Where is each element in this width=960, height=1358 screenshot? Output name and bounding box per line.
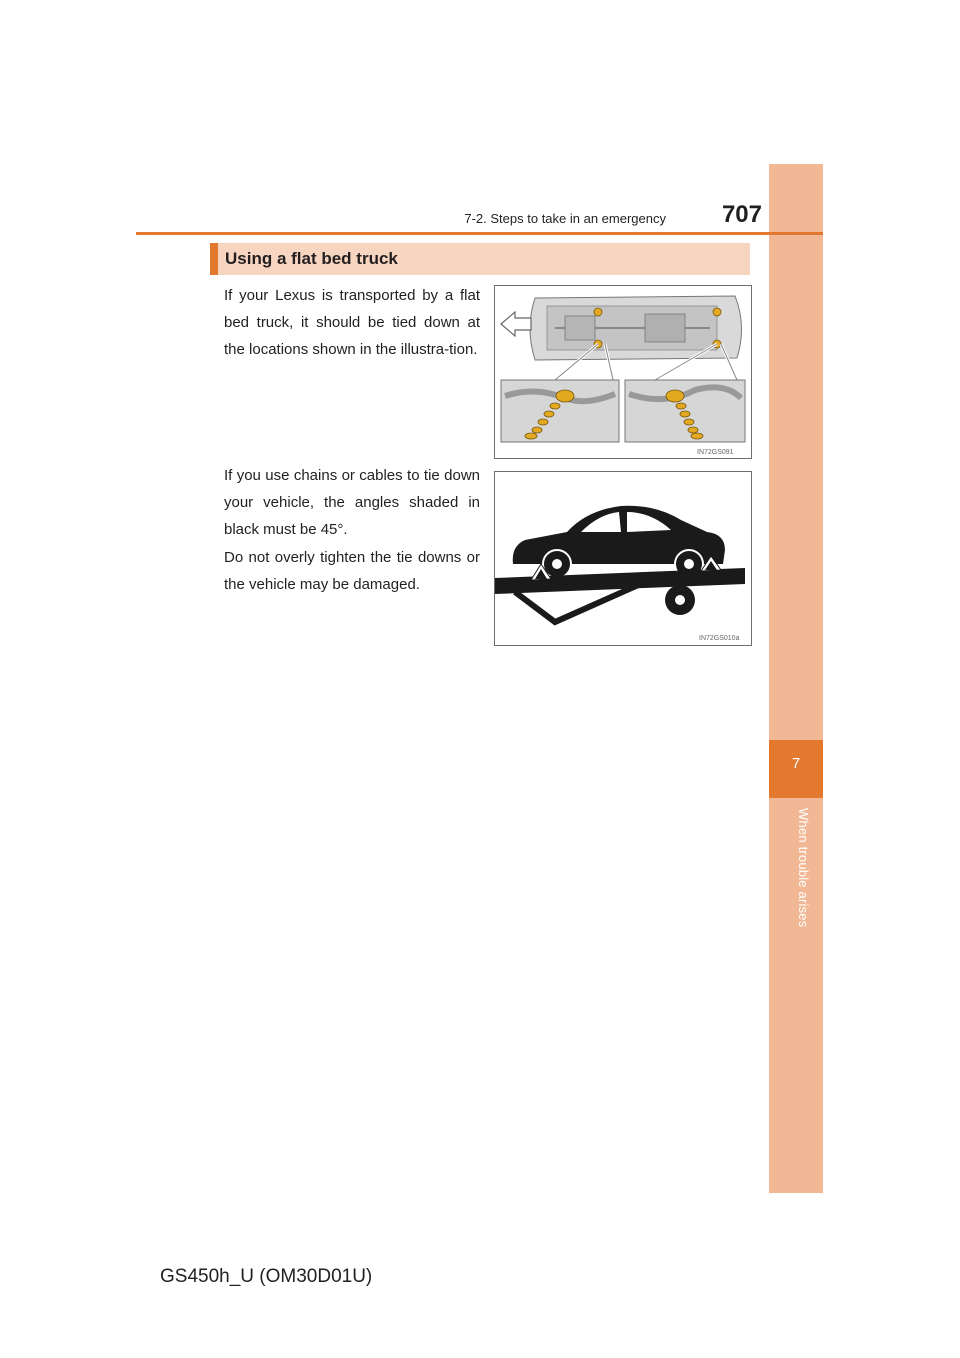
page-number: 707 xyxy=(721,201,762,228)
paragraph-tightening-warning: Do not overly tighten the tie downs or the vehicle may be damaged. xyxy=(224,549,480,593)
chapter-side-tab xyxy=(769,164,823,1193)
section-title: Using a flat bed truck xyxy=(225,249,398,268)
figure-tie-down-locations xyxy=(494,285,752,459)
chapter-number: 7 xyxy=(791,755,801,772)
section-heading-accent xyxy=(210,243,218,275)
paragraph-tie-down-locations: If your Lexus is transported by a flat bed truck, it should be tied down at the locations shown in the illustra-tion. xyxy=(224,287,480,358)
figure-code: IN72GS010a xyxy=(699,635,740,642)
footer-model-code: GS450h_U (OM30D01U) xyxy=(160,1266,373,1287)
figure-flat-bed-angles xyxy=(494,471,752,646)
flat-bed-illustration xyxy=(495,472,751,645)
paragraph-chain-angles: If you use chains or cables to tie down your vehicle, the angles shaded in black must be 45°. xyxy=(224,467,480,538)
header-rule xyxy=(136,232,823,235)
figure-code: IN72GS091 xyxy=(697,449,734,456)
header-section-title: 7-2. Steps to take in an emergency xyxy=(464,211,666,226)
chapter-title: When trouble arises xyxy=(796,808,811,928)
tie-down-illustration xyxy=(495,286,751,458)
car-underside-illustration xyxy=(530,296,742,360)
